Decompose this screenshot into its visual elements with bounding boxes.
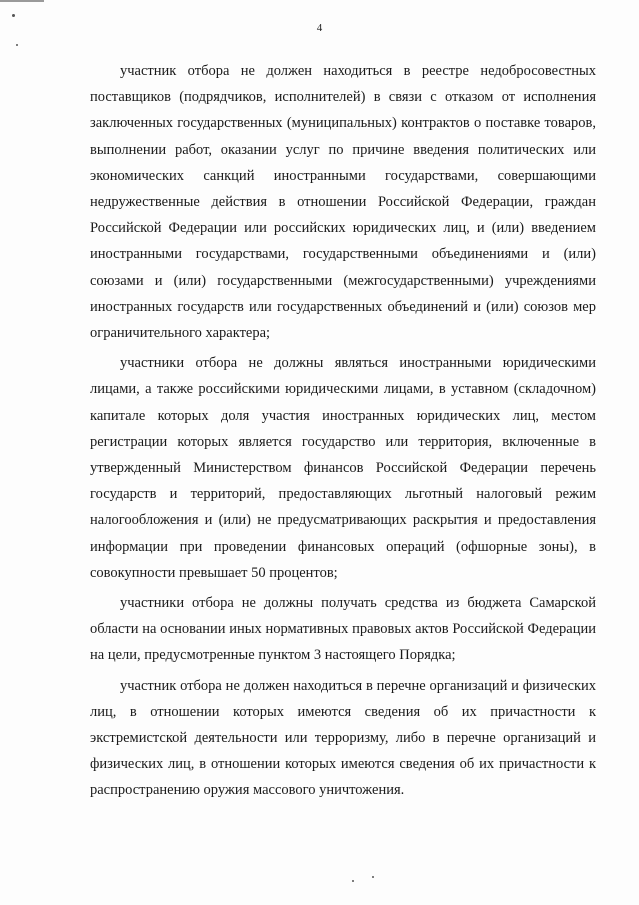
page-number: 4 bbox=[316, 22, 323, 34]
paragraph-registry-of-unscrupulous-suppliers: участник отбора не должен находиться в реестре недобросовестных поставщиков (подрядчиков, исполнителей) в связи с отказом от исполнения заключенных государственных (муниципальных) контрактов о поставке товаров, выполнении работ, оказании услуг по причине введения политических или экономических санкций иностранными государствами, совершающими недружественные действия в отношении Российской Федерации, граждан Российской Федерации или российских юридических лиц, и (или) введением иностранными государствами, государственными объединениями и (или) союзами и (или) государственными (межгосударственными) учреждениями иностранных государств или государственных объединений и (или) союзов мер ограничительного характера; bbox=[90, 63, 596, 342]
document-body bbox=[90, 58, 596, 808]
scan-speck bbox=[12, 14, 15, 17]
scan-speck bbox=[372, 876, 374, 878]
scan-edge-mark bbox=[0, 0, 44, 8]
paragraph-regional-budget-funds: участники отбора не должны получать средства из бюджета Самарской области на основании иных нормативных правовых актов Российской Федерации на цели, предусмотренные пунктом 3 настоящего Порядка; bbox=[90, 595, 596, 664]
scan-speck bbox=[352, 880, 354, 882]
scan-speck bbox=[16, 44, 18, 46]
paragraph-foreign-legal-entities: участники отбора не должны являться иностранными юридическими лицами, а также российскими юридическими лицами, в уставном (складочном) капитале которых доля участия иностранных юридических лиц, местом регистрации которых является государство или территория, включенные в утвержденный Министерством финансов Российской Федерации перечень государств и территорий, предоставляющих льготный налоговый режим налогообложения и (или) не предусматривающих раскрытия и предоставления информации при проведении финансовых операций (офшорные зоны), в совокупности превышает 50 процентов; bbox=[90, 355, 596, 581]
paragraph-extremism-terrorism-lists: участник отбора не должен находиться в перечне организаций и физических лиц, в отношении которых имеются сведения об их причастности к экстремистской деятельности или терроризму, либо в перечне организаций и физических лиц, в отношении которых имеются сведения об их причастности к распространению оружия массового уничтожения. bbox=[90, 677, 596, 799]
